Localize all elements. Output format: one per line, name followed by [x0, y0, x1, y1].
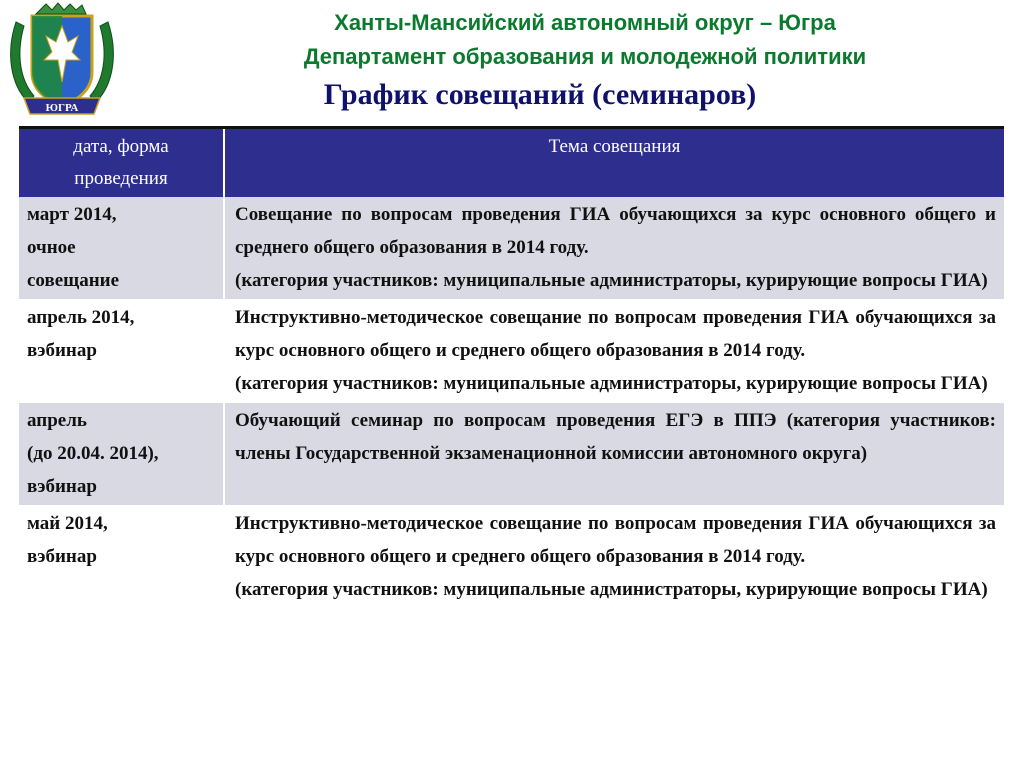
date-form-line: апрель: [27, 410, 87, 431]
date-form-line: совещание: [27, 270, 120, 291]
topic-cell: [224, 403, 1004, 506]
topic-cell: [224, 300, 1004, 403]
column-header-date-form: дата, форма проведения: [19, 128, 224, 198]
meeting-schedule-table: [19, 126, 1004, 608]
date-form-cell: [19, 197, 224, 300]
participants-text: (категория участников: муниципальные администраторы, курирующие вопросы ГИА): [235, 579, 988, 600]
department-heading: Департамент образования и молодежной политики: [303, 44, 867, 69]
region-heading: Ханты-Мансийский автономный округ – Югра: [334, 10, 836, 35]
date-form-line: очное: [27, 237, 76, 258]
date-form-line: март 2014,: [27, 204, 117, 225]
date-form-line: (до 20.04. 2014),: [27, 443, 159, 464]
date-form-line: вэбинар: [27, 476, 97, 497]
participants-text: (категория участников: муниципальные администраторы, курирующие вопросы ГИА): [235, 373, 988, 394]
column-header-topic: Тема совещания: [224, 128, 1004, 198]
date-form-cell: [19, 506, 224, 609]
date-form-cell: [19, 403, 224, 506]
date-form-line: вэбинар: [27, 546, 97, 567]
date-form-line: апрель 2014,: [27, 307, 135, 328]
topic-text: Инструктивно-методическое совещание по вопросам проведения ГИА обучающихся за курс основного общего и среднего общего образования в 2014 году.: [235, 307, 996, 361]
date-form-line: май 2014,: [27, 513, 108, 534]
svg-text:ЮГРА: ЮГРА: [45, 102, 79, 114]
table-row: [19, 197, 1004, 300]
table-row: [19, 300, 1004, 403]
topic-text: Обучающий семинар по вопросам проведения ЕГЭ в ППЭ (категория участников: члены Государственной экзаменационной комиссии автономного округа): [235, 410, 996, 464]
topic-text: Совещание по вопросам проведения ГИА обучающихся за курс основного общего и среднего общего образования в 2014 году.: [235, 204, 996, 258]
date-form-cell: [19, 300, 224, 403]
participants-text: (категория участников: муниципальные администраторы, курирующие вопросы ГИА): [235, 270, 988, 291]
page-title: График совещаний (семинаров): [323, 78, 757, 111]
yugra-coat-of-arms-icon: [6, 2, 118, 124]
topic-cell: [224, 197, 1004, 300]
table-header-row: [19, 128, 1004, 198]
topic-cell: [224, 506, 1004, 609]
table-row: [19, 403, 1004, 506]
topic-text: Инструктивно-методическое совещание по вопросам проведения ГИА обучающихся за курс основного общего и среднего общего образования в 2014 году.: [235, 513, 996, 567]
table-row: [19, 506, 1004, 609]
date-form-line: вэбинар: [27, 340, 97, 361]
